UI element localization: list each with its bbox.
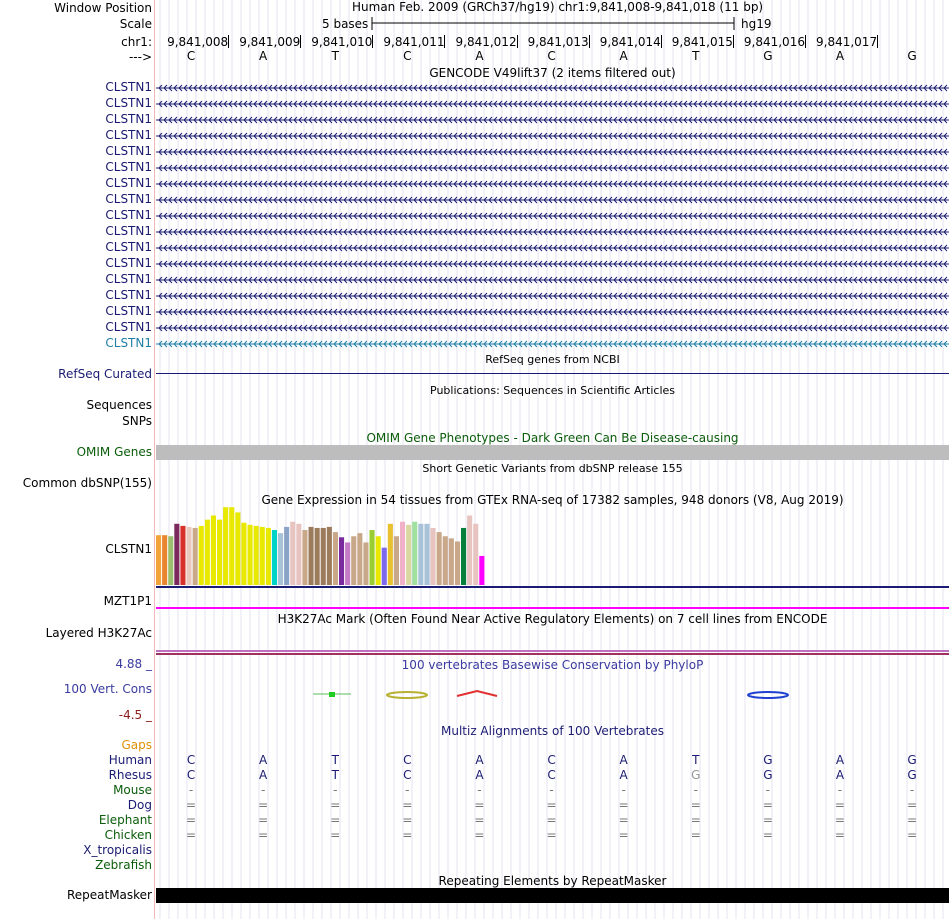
gtex-tissue-bar	[254, 526, 259, 585]
gencode-item-label[interactable]: CLSTN1	[105, 288, 152, 302]
gtex-tissue-bar	[217, 520, 222, 585]
scale-bar	[370, 16, 736, 32]
multiz-base: -	[621, 783, 626, 797]
ruler-tick	[805, 35, 806, 48]
multiz-base: A	[619, 753, 628, 767]
multiz-species-label[interactable]: Chicken	[104, 828, 152, 842]
repeatmasker-title: Repeating Elements by RepeatMasker	[438, 874, 667, 888]
gtex-tissue-bar	[193, 528, 198, 585]
multiz-species-label[interactable]: Mouse	[113, 783, 152, 797]
multiz-base: =	[258, 798, 269, 812]
gtex-tissue-bar	[327, 527, 332, 585]
gtex-tissue-bar	[376, 536, 381, 585]
multiz-base: T	[331, 753, 339, 767]
refseq-label[interactable]: RefSeq Curated	[58, 367, 152, 381]
base-letter: A	[619, 49, 628, 63]
multiz-base: =	[690, 828, 701, 842]
gtex-tissue-bar	[473, 524, 478, 585]
gencode-item-feature[interactable]	[155, 179, 950, 189]
publications-label-sequences[interactable]: Sequences	[86, 398, 152, 412]
base-letter: T	[692, 49, 700, 63]
gencode-item-label[interactable]: CLSTN1	[105, 160, 152, 174]
multiz-species-label[interactable]: Rhesus	[108, 768, 152, 782]
gencode-item-feature[interactable]	[155, 99, 950, 109]
multiz-base: C	[403, 768, 412, 782]
omim-label[interactable]: OMIM Genes	[76, 445, 152, 459]
multiz-base: =	[402, 813, 413, 827]
multiz-base: C	[186, 768, 196, 782]
gtex-tissue-bar	[351, 536, 356, 585]
base-letter: G	[763, 49, 773, 63]
ruler-position: 9,841,016	[743, 35, 805, 49]
gtex-tissue-bar	[174, 524, 179, 585]
multiz-base: A	[835, 753, 845, 767]
phylop-title: 100 vertebrates Basewise Conservation by PhyloP	[401, 658, 704, 672]
scale-db: hg19	[741, 17, 772, 31]
multiz-species-label[interactable]: Dog	[127, 798, 152, 812]
ruler-position: 9,841,012	[455, 35, 517, 49]
multiz-base: C	[547, 753, 556, 767]
multiz-base: =	[186, 813, 197, 827]
ruler-tick	[444, 35, 445, 48]
gtex-tissue-bar	[278, 533, 283, 585]
gtex-tissue-bar	[449, 538, 454, 585]
gtex-tissue-bar	[345, 542, 350, 585]
multiz-base: =	[907, 813, 918, 827]
gtex-tissue-bar	[162, 535, 167, 585]
multiz-base: =	[762, 828, 773, 842]
phylop-signal	[155, 684, 950, 704]
gtex-tissue-bar	[223, 507, 228, 585]
h3k27ac-signal-1	[156, 650, 949, 652]
gtex-tissue-bar	[479, 556, 484, 585]
gencode-item-label[interactable]: CLSTN1	[105, 336, 152, 350]
gencode-item-label[interactable]: CLSTN1	[105, 256, 152, 270]
gtex-tissue-bar	[370, 530, 375, 585]
multiz-base: =	[690, 813, 701, 827]
gencode-title: GENCODE V49lift37 (2 items filtered out)	[429, 66, 676, 80]
omim-feature[interactable]	[156, 445, 949, 460]
ruler-tick	[733, 35, 734, 48]
gencode-item-feature[interactable]	[155, 291, 950, 301]
dbsnp-title: Short Genetic Variants from dbSNP release 155	[422, 462, 683, 475]
multiz-base: =	[834, 828, 845, 842]
gencode-item-feature[interactable]	[155, 195, 950, 205]
publications-title: Publications: Sequences in Scientific Articles	[430, 384, 675, 397]
gtex-title: Gene Expression in 54 tissues from GTEx RNA-seq of 17382 samples, 948 donors (V8, Aug 2019)	[261, 493, 844, 507]
gtex-tissue-bar	[394, 536, 399, 585]
chrom-label: chr1:	[121, 35, 152, 49]
gtex-tissue-bar	[443, 536, 448, 585]
base-letter: C	[186, 49, 196, 63]
mzt1p1-line	[156, 607, 949, 609]
gencode-item-label[interactable]: CLSTN1	[105, 96, 152, 110]
multiz-base: =	[907, 798, 918, 812]
gtex-label[interactable]: CLSTN1	[105, 542, 152, 556]
gtex-tissue-bar	[406, 525, 411, 585]
gencode-item-feature[interactable]	[155, 275, 950, 285]
ruler-position: 9,841,011	[383, 35, 445, 49]
base-letter: A	[835, 49, 845, 63]
gtex-tissue-bar	[382, 548, 387, 585]
multiz-base: =	[546, 828, 557, 842]
multiz-species-label[interactable]: Human	[108, 753, 152, 767]
ruler-tick	[517, 35, 518, 48]
multiz-base: =	[186, 798, 197, 812]
multiz-base: =	[402, 798, 413, 812]
base-letter: A	[259, 49, 268, 63]
gtex-tissue-bar	[467, 515, 472, 585]
h3k27ac-label[interactable]: Layered H3K27Ac	[45, 626, 152, 640]
multiz-base: -	[765, 783, 771, 797]
multiz-species-label[interactable]: Elephant	[98, 813, 152, 827]
gencode-item-label[interactable]: CLSTN1	[105, 80, 152, 94]
multiz-base: -	[693, 783, 698, 797]
gencode-item-label[interactable]: CLSTN1	[105, 112, 152, 126]
gtex-tissue-bar	[321, 528, 326, 585]
multiz-base: -	[549, 783, 554, 797]
gtex-tissue-bar	[156, 535, 161, 585]
gtex-tissue-bar	[315, 528, 320, 585]
ruler-tick	[589, 35, 590, 48]
gtex-tissue-bar	[290, 522, 295, 585]
gtex-tissue-bar	[211, 515, 216, 585]
gencode-item-label[interactable]: CLSTN1	[105, 176, 152, 190]
gtex-tissue-bar	[412, 522, 417, 585]
gencode-item-feature[interactable]	[155, 147, 950, 157]
gencode-item-label[interactable]: CLSTN1	[105, 304, 152, 318]
multiz-base: =	[258, 828, 269, 842]
multiz-base: C	[186, 753, 196, 767]
base-letter: C	[547, 49, 556, 63]
base-letter: C	[403, 49, 412, 63]
multiz-base: =	[330, 798, 341, 812]
gencode-item-feature[interactable]	[155, 323, 950, 333]
multiz-base: -	[188, 783, 194, 797]
base-letter: T	[331, 49, 339, 63]
ruler-position: 9,841,010	[311, 35, 373, 49]
gencode-item-feature[interactable]	[155, 115, 950, 125]
multiz-base: -	[477, 783, 482, 797]
phylop-max: 4.88 _	[115, 657, 152, 671]
multiz-base: =	[618, 828, 629, 842]
multiz-base: -	[909, 783, 915, 797]
ruler-tick	[300, 35, 301, 48]
multiz-base: =	[762, 813, 773, 827]
multiz-species-label[interactable]: Zebrafish	[95, 858, 152, 872]
multiz-base: -	[405, 783, 410, 797]
gtex-tissue-bar	[357, 533, 362, 585]
gencode-item-label[interactable]: CLSTN1	[105, 192, 152, 206]
phylop-min: -4.5 _	[118, 708, 152, 722]
multiz-base: =	[474, 813, 485, 827]
ruler-position: 9,841,015	[671, 35, 733, 49]
ruler-position: 9,841,014	[599, 35, 661, 49]
gencode-item-label[interactable]: CLSTN1	[105, 208, 152, 222]
gtex-tissue-bar	[205, 520, 210, 585]
repeatmasker-label[interactable]: RepeatMasker	[66, 888, 152, 902]
ruler-tick	[661, 35, 662, 48]
multiz-species-label[interactable]: X_tropicalis	[83, 843, 152, 857]
ruler-position: 9,841,008	[167, 35, 229, 49]
phylop-label[interactable]: 100 Vert. Cons	[63, 682, 152, 696]
multiz-base: -	[333, 783, 338, 797]
strand-label: --->	[128, 50, 152, 64]
gencode-item-feature[interactable]	[155, 307, 950, 317]
multiz-gaps-label[interactable]: Gaps	[121, 738, 152, 752]
scale-label: Scale	[119, 17, 152, 31]
multiz-title: Multiz Alignments of 100 Vertebrates	[440, 724, 665, 738]
gencode-item-label[interactable]: CLSTN1	[105, 144, 152, 158]
gtex-tissue-bar	[272, 530, 277, 585]
multiz-base: =	[330, 813, 341, 827]
gencode-item-feature[interactable]	[155, 131, 950, 141]
dbsnp-label[interactable]: Common dbSNP(155)	[22, 476, 152, 490]
multiz-base: T	[331, 768, 339, 782]
h3k27ac-signal-2	[156, 653, 949, 655]
gtex-tissue-bar	[455, 541, 460, 585]
window-position-label: Window Position	[54, 1, 152, 15]
gencode-item-label[interactable]: CLSTN1	[105, 272, 152, 286]
gtex-tissue-bar	[400, 522, 405, 585]
gtex-gene-line	[156, 586, 949, 588]
multiz-base: =	[762, 798, 773, 812]
multiz-base: C	[547, 768, 556, 782]
gtex-tissue-bar	[260, 527, 265, 585]
gencode-item-label[interactable]: CLSTN1	[105, 240, 152, 254]
omim-title: OMIM Gene Phenotypes - Dark Green Can Be Disease-causing	[366, 431, 739, 445]
multiz-base: =	[618, 798, 629, 812]
gencode-item-feature[interactable]	[155, 227, 950, 237]
gtex-tissue-bar	[302, 530, 307, 585]
gtex-tissue-bar	[418, 524, 423, 585]
gtex-tissue-bar	[248, 525, 253, 585]
gtex-tissue-bar	[229, 507, 234, 585]
multiz-base: -	[837, 783, 843, 797]
gencode-item-label[interactable]: CLSTN1	[105, 224, 152, 238]
multiz-base: =	[474, 828, 485, 842]
multiz-base: A	[619, 768, 628, 782]
multiz-base: G	[907, 768, 917, 782]
multiz-base: =	[618, 813, 629, 827]
multiz-base: G	[691, 768, 701, 782]
gencode-item-label[interactable]: CLSTN1	[105, 320, 152, 334]
gtex-tissue-bar	[388, 524, 393, 585]
base-letter: G	[907, 49, 917, 63]
gtex-tissue-bar	[309, 527, 314, 585]
h3k27ac-title: H3K27Ac Mark (Often Found Near Active Regulatory Elements) on 7 cell lines from ENCODE	[277, 612, 828, 626]
gencode-item-feature[interactable]	[155, 243, 950, 253]
publications-label-snps[interactable]: SNPs	[122, 414, 152, 428]
multiz-base: =	[546, 813, 557, 827]
multiz-base: =	[834, 798, 845, 812]
gencode-item-feature[interactable]	[155, 259, 950, 269]
multiz-base: -	[260, 783, 266, 797]
refseq-title: RefSeq genes from NCBI	[485, 353, 620, 366]
multiz-base: =	[690, 798, 701, 812]
ruler-tick	[372, 35, 373, 48]
multiz-base: =	[834, 813, 845, 827]
multiz-base: A	[475, 768, 484, 782]
gtex-tissue-bar	[437, 532, 442, 585]
gtex-tissue-bar	[431, 528, 436, 585]
multiz-base: A	[475, 753, 484, 767]
multiz-base: C	[403, 753, 412, 767]
gencode-item-feature[interactable]	[155, 211, 950, 221]
gtex-tissue-bar	[339, 537, 344, 585]
multiz-base: G	[907, 753, 917, 767]
gtex-tissue-bar	[284, 527, 289, 585]
gtex-tissue-bar	[461, 528, 466, 585]
gtex-tissue-bar	[180, 526, 185, 585]
multiz-base: =	[402, 828, 413, 842]
multiz-base: =	[186, 828, 197, 842]
multiz-base: G	[763, 768, 773, 782]
gtex-tissue-bar	[168, 536, 173, 585]
multiz-base: =	[474, 798, 485, 812]
multiz-base: T	[692, 753, 700, 767]
gencode-item-feature[interactable]	[155, 163, 950, 173]
gtex-tissue-bar	[266, 528, 271, 585]
refseq-feature[interactable]	[156, 373, 949, 374]
gencode-item-label[interactable]: CLSTN1	[105, 128, 152, 142]
gtex-tissue-bar	[363, 542, 368, 585]
gtex-tissue-bar	[424, 524, 429, 585]
multiz-base: =	[907, 828, 918, 842]
ruler-tick	[877, 35, 878, 48]
gtex-tissue-bar	[199, 526, 204, 585]
assembly-title: Human Feb. 2009 (GRCh37/hg19) chr1:9,841,008-9,841,018 (11 bp)	[352, 0, 764, 14]
gtex-tissue-bar	[333, 532, 338, 585]
scale-text: 5 bases	[322, 17, 369, 31]
multiz-base: =	[546, 798, 557, 812]
gtex-tissue-bar	[187, 527, 192, 585]
gtex-tissue-bar	[235, 512, 240, 585]
gtex-label-mzt1p1[interactable]: MZT1P1	[103, 594, 152, 608]
gencode-item-feature[interactable]	[155, 339, 950, 349]
ruler-tick	[228, 35, 229, 48]
ruler-position: 9,841,017	[816, 35, 878, 49]
gtex-tissue-bar	[241, 523, 246, 585]
ruler-position: 9,841,013	[527, 35, 589, 49]
multiz-base: =	[258, 813, 269, 827]
multiz-base: G	[763, 753, 773, 767]
gtex-tissue-bar	[296, 524, 301, 585]
multiz-base: A	[259, 753, 268, 767]
repeatmasker-feature[interactable]	[156, 888, 949, 903]
gtex-bar-graph[interactable]	[155, 507, 950, 612]
multiz-base: A	[835, 768, 845, 782]
gencode-item-feature[interactable]	[155, 83, 950, 93]
base-letter: A	[475, 49, 484, 63]
multiz-base: =	[330, 828, 341, 842]
multiz-base: A	[259, 768, 268, 782]
ruler-position: 9,841,009	[239, 35, 301, 49]
